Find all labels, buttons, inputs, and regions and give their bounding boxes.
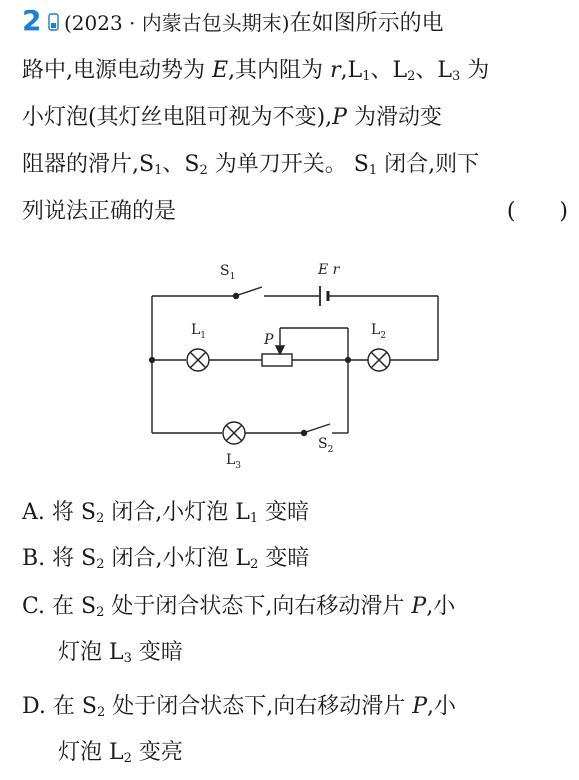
switch-s2 <box>306 424 330 432</box>
option-a[interactable]: A. 将 $S_2$ 闭合,小灯泡 $L_1$ 变暗 <box>22 500 310 526</box>
label-s2: $S_2$ <box>318 436 334 455</box>
stem-line-4: 阻器的滑片$,S_1$、$S_2$ 为单刀开关。 $S_1$ 闭合,则下 <box>22 152 480 178</box>
label-er: E r <box>318 262 340 278</box>
stem-line-3: 小灯泡(其灯丝电阻可视为不变),P 为滑动变 <box>22 105 442 130</box>
stem-line-1: (2023 · 内蒙古包头期末)在如图所示的电 <box>64 11 444 36</box>
lamp-l1 <box>187 349 209 371</box>
question-stem <box>22 0 568 235</box>
label-p: P <box>264 332 274 348</box>
label-l1: $L_1$ <box>191 322 207 341</box>
switch-s1 <box>238 287 262 295</box>
stem-line-5: 列说法正确的是 ( ) <box>22 188 568 235</box>
question-source: (2023 · 内蒙古包头期末) <box>64 11 290 35</box>
circuit-diagram <box>140 258 450 473</box>
lamp-l3 <box>223 422 245 444</box>
answer-bracket: ( ) <box>506 199 568 224</box>
question-number: 2 <box>22 4 42 37</box>
option-c[interactable]: C. 在 $S_2$ 处于闭合状态下,向右移动滑片 P,小 灯泡 $L_3$ 变暗 <box>22 594 456 666</box>
option-d[interactable]: D. 在 $S_2$ 处于闭合状态下,向右移动滑片 P,小 灯泡 $L_2$ 变亮 <box>22 694 457 766</box>
stem-line-2: 路中,电源电动势为 E,其内阻为 $r,L_1$、$L_2$、$L_3$ 为 <box>22 58 490 84</box>
lamp-l2 <box>368 349 390 371</box>
option-b[interactable]: B. 将 $S_2$ 闭合,小灯泡 $L_2$ 变暗 <box>22 546 310 572</box>
rheostat <box>262 354 292 366</box>
label-l3: $L_3$ <box>226 452 242 471</box>
slider-arrow <box>276 346 284 354</box>
label-l2: $L_2$ <box>371 322 387 341</box>
label-s1: $S_1$ <box>220 263 236 282</box>
